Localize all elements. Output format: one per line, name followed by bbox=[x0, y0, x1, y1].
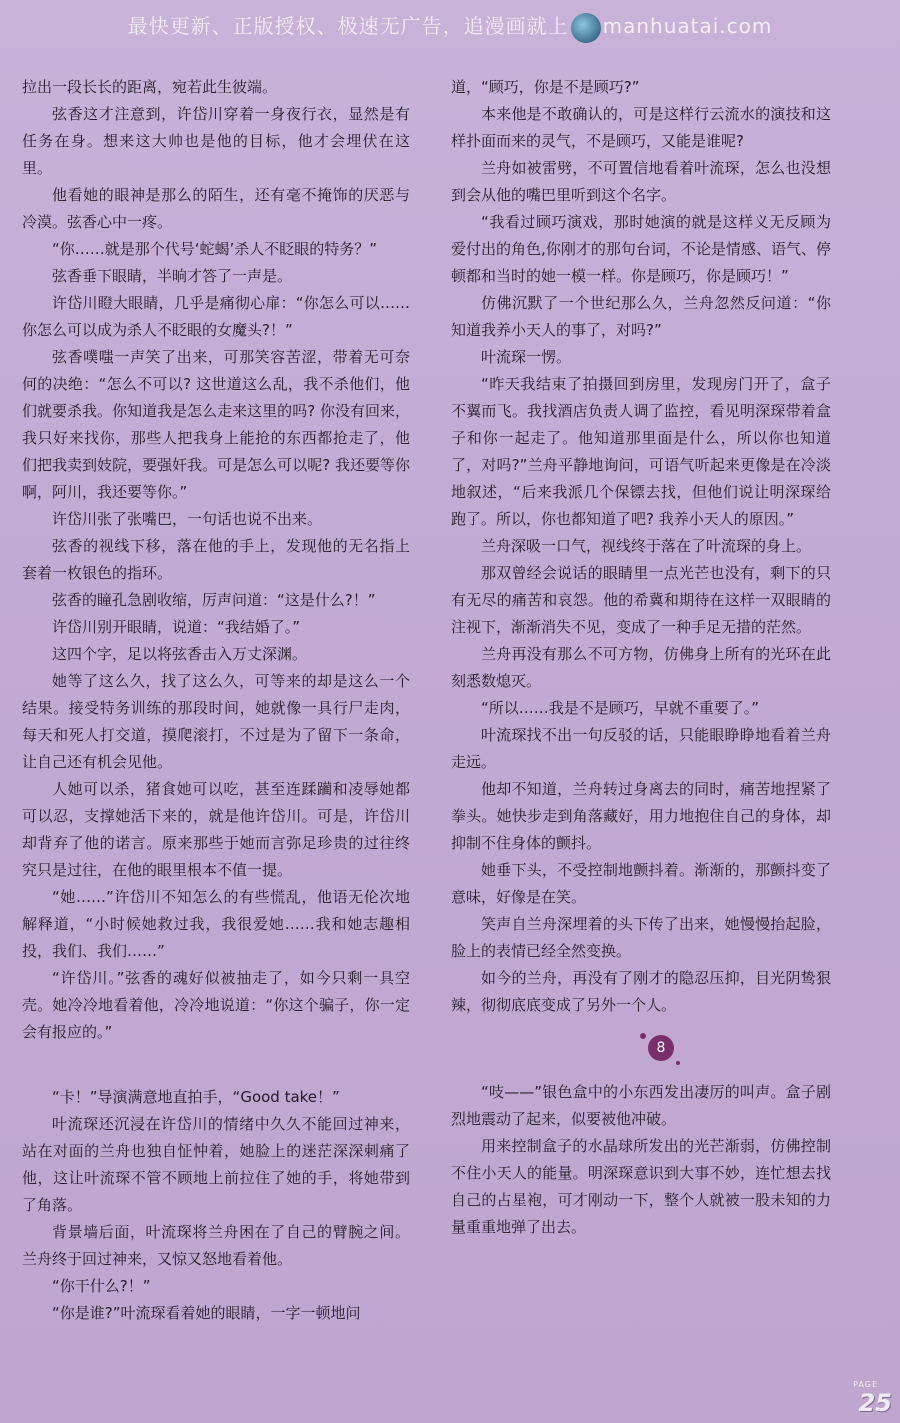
paragraph: 弦香这才注意到，许岱川穿着一身夜行衣，显然是有任务在身。想来这大帅也是他的目标，他才会埋伏在这里。 bbox=[22, 105, 410, 177]
page-label: PAGE bbox=[853, 1380, 878, 1389]
paragraph: 叶流琛找不出一句反驳的话，只能眼睁睁地看着兰舟走远。 bbox=[451, 726, 831, 771]
watermark-site: manhuatai.com bbox=[602, 14, 773, 38]
paragraph: 他看她的眼神是那么的陌生，还有毫不掩饰的厌恶与冷漠。弦香心中一疼。 bbox=[22, 186, 410, 231]
paragraph: 道，“顾巧，你是不是顾巧?” bbox=[451, 78, 640, 96]
paragraph: 弦香垂下眼睛，半晌才答了一声是。 bbox=[52, 267, 293, 285]
paragraph: 她垂下头，不受控制地颤抖着。渐渐的，那颤抖变了意味，好像是在笑。 bbox=[451, 861, 831, 906]
paragraph: 她等了这么久，找了这么久，可等来的却是这么一个结果。接受特务训练的那段时间，她就像一具行尸走肉，每天和死人打交道，摸爬滚打，不过是为了留下一条命，让自己还有机会见他。 bbox=[22, 672, 410, 771]
text-column-right bbox=[451, 74, 831, 1241]
section-break bbox=[22, 1046, 410, 1084]
watermark-banner bbox=[0, 10, 900, 43]
paragraph: “许岱川。”弦香的魂好似被抽走了，如今只剩一具空壳。她冷冷地看着他，冷冷地说道：“你这个骗子，你一定会有报应的。” bbox=[22, 969, 410, 1041]
paragraph: 叶流琛一愣。 bbox=[481, 348, 572, 366]
text-column-left bbox=[22, 74, 410, 1327]
watermark-text: 最快更新、正版授权、极速无广告，追漫画就上 bbox=[127, 14, 569, 38]
paragraph: 他却不知道，兰舟转过身离去的同时，痛苦地捏紧了拳头。她快步走到角落藏好，用力地抱住自己的身体，却抑制不住身体的颤抖。 bbox=[451, 780, 831, 852]
paragraph: 兰舟深吸一口气，视线终于落在了叶流琛的身上。 bbox=[481, 537, 812, 555]
paragraph: 背景墙后面，叶流琛将兰舟困在了自己的臂腕之间。兰舟终于回过神来，又惊又怒地看着他。 bbox=[22, 1223, 410, 1268]
paragraph: 本来他是不敢确认的，可是这样行云流水的演技和这样扑面而来的灵气，不是顾巧，又能是谁呢? bbox=[451, 105, 831, 150]
chapter-number-badge: 8 bbox=[648, 1035, 674, 1061]
paragraph: “所以……我是不是顾巧，早就不重要了。” bbox=[481, 699, 760, 717]
paragraph: “昨天我结束了拍摄回到房里，发现房门开了，盒子不翼而飞。我找酒店负责人调了监控，看见明深琛带着盒子和你一起走了。他知道那里面是什么，所以你也知道了，对吗?”兰舟平静地询问，可语气听起来更像是在冷淡地叙述，“后来我派几个保镖去找，但他们说让明深琛给跑了。所以，你也都知道了吧? 我养小天人的原因。” bbox=[451, 375, 831, 528]
paragraph: 那双曾经会说话的眼睛里一点光芒也没有，剩下的只有无尽的痛苦和哀怨。他的希冀和期待在这样一双眼睛的注视下，渐渐消失不见，变成了一种手足无措的茫然。 bbox=[451, 564, 831, 636]
paragraph: “她……”许岱川不知怎么的有些慌乱，他语无伦次地解释道，“小时候她救过我，我很爱她……我和她志趣相投，我们、我们……” bbox=[22, 888, 410, 960]
chapter-marker bbox=[451, 1019, 831, 1079]
paragraph: 弦香噗嗤一声笑了出来，可那笑容苦涩，带着无可奈何的决绝：“怎么不可以? 这世道这么乱，我不杀他们，他们就要杀我。你知道我是怎么走来这里的吗? 你没有回来，我只好来找你，那些人把我身上能抢的东西都抢走了，他们把我卖到妓院，要强奸我。可是怎么可以呢? 我还要等你啊，阿川，我还要等你。” bbox=[22, 348, 410, 501]
paragraph: 用来控制盒子的水晶球所发出的光芒渐弱，仿佛控制不住小天人的能量。明深琛意识到大事不妙，连忙想去找自己的占星袍，可才刚动一下，整个人就被一股未知的力量重重地弹了出去。 bbox=[451, 1137, 831, 1236]
paragraph: 弦香的瞳孔急剧收缩，厉声问道：“这是什么?！” bbox=[52, 591, 376, 609]
paragraph: 许岱川瞪大眼睛，几乎是痛彻心扉：“你怎么可以……你怎么可以成为杀人不眨眼的女魔头?！” bbox=[22, 294, 410, 339]
paragraph: “你……就是那个代号‘蛇蝎’杀人不眨眼的特务？” bbox=[52, 240, 378, 258]
paragraph: 许岱川别开眼睛，说道：“我结婚了。” bbox=[52, 618, 301, 636]
paragraph: 这四个字，足以将弦香击入万丈深渊。 bbox=[52, 645, 308, 663]
paragraph: “我看过顾巧演戏，那时她演的就是这样义无反顾为爱付出的角色,你刚才的那句台词，不论是情感、语气、停顿都和当时的她一模一样。你是顾巧，你是顾巧！” bbox=[451, 213, 831, 285]
paragraph: “吱——”银色盒中的小东西发出凄厉的叫声。盒子剧烈地震动了起来，似要被他冲破。 bbox=[451, 1083, 831, 1128]
paragraph: 叶流琛还沉浸在许岱川的情绪中久久不能回过神来，站在对面的兰舟也独自怔忡着，她脸上的迷茫深深刺痛了他，这让叶流琛不管不顾地上前拉住了她的手，将她带到了角落。 bbox=[22, 1115, 410, 1214]
manhuatai-logo-icon bbox=[571, 13, 601, 43]
paragraph: “你是谁?”叶流琛看着她的眼睛，一字一顿地问 bbox=[52, 1304, 361, 1322]
paragraph: 拉出一段长长的距离，宛若此生彼端。 bbox=[22, 78, 278, 96]
paragraph: 兰舟如被雷劈，不可置信地看着叶流琛，怎么也没想到会从他的嘴巴里听到这个名字。 bbox=[451, 159, 831, 204]
paragraph: 人她可以杀，猪食她可以吃，甚至连蹂躏和凌辱她都可以忍，支撑她活下来的，就是他许岱川。可是，许岱川却背弃了他的诺言。原来那些于她而言弥足珍贵的过往终究只是过往，在他的眼里根本不值一提。 bbox=[22, 780, 410, 879]
paragraph: “你干什么?！” bbox=[52, 1277, 151, 1295]
paragraph: 仿佛沉默了一个世纪那么久，兰舟忽然反问道：“你知道我养小天人的事了，对吗?” bbox=[451, 294, 831, 339]
paragraph: 兰舟再没有那么不可方物，仿佛身上所有的光环在此刻悉数熄灭。 bbox=[451, 645, 831, 690]
page-number: 25 bbox=[858, 1389, 892, 1417]
paragraph: 弦香的视线下移，落在他的手上，发现他的无名指上套着一枚银色的指环。 bbox=[22, 537, 410, 582]
paragraph: 如今的兰舟，再没有了刚才的隐忍压抑，目光阴鸷狠辣，彻彻底底变成了另外一个人。 bbox=[451, 969, 831, 1014]
paragraph: 许岱川张了张嘴巴，一句话也说不出来。 bbox=[52, 510, 323, 528]
paragraph: 笑声自兰舟深埋着的头下传了出来，她慢慢抬起脸，脸上的表情已经全然变换。 bbox=[451, 915, 831, 960]
paragraph: “卡！”导演满意地直拍手，“Good take！” bbox=[52, 1088, 340, 1106]
